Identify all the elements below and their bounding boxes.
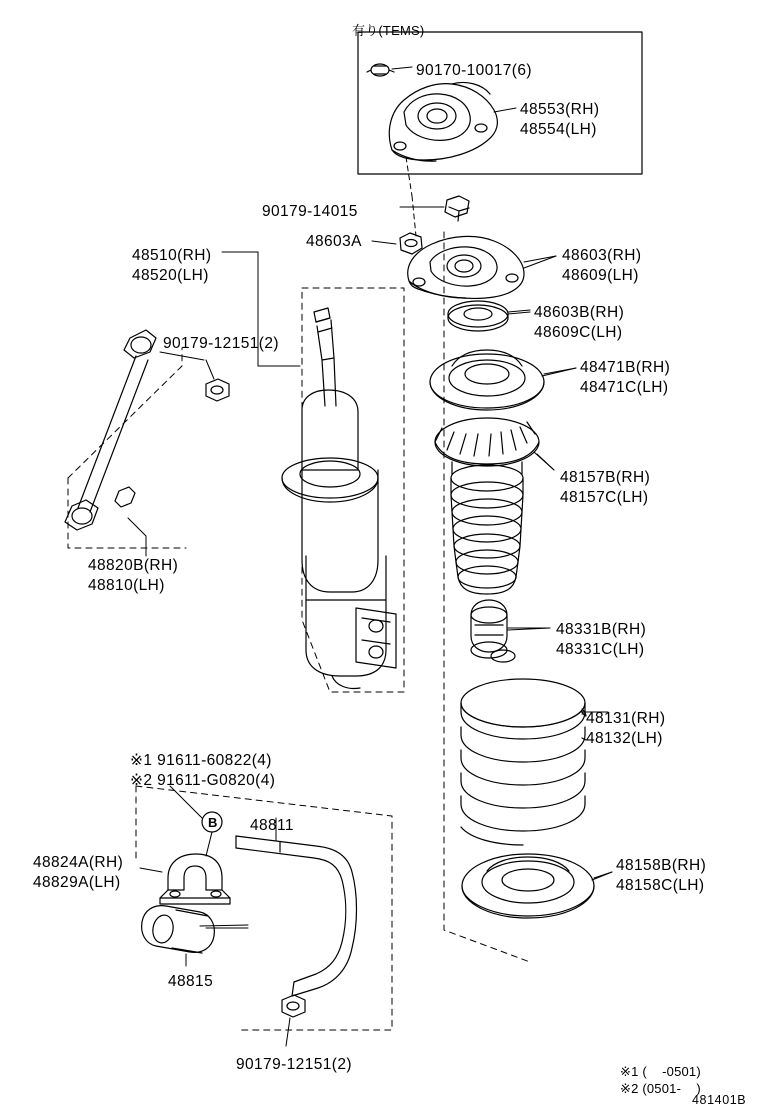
part-label-48157c-lh: 48157C(LH) — [560, 489, 649, 506]
part-label-48471c-lh: 48471C(LH) — [580, 379, 669, 396]
part-label-48815: 48815 — [168, 973, 214, 990]
stabilizer-link-48820b-48810 — [65, 330, 229, 556]
dust-boot-48157 — [435, 418, 554, 594]
part-label-48603-rh: 48603(RH) — [562, 247, 642, 264]
part-label-48554-lh: 48554(LH) — [520, 121, 597, 138]
part-label-48609-lh: 48609(LH) — [562, 267, 639, 284]
coil-spring-48131-48132 — [461, 679, 608, 845]
part-label-48331c-lh: 48331C(LH) — [556, 641, 645, 658]
tems-box-title: 有り(TEMS) — [352, 23, 425, 38]
bearing-48603b-48609c — [448, 301, 530, 331]
part-label-48553-rh: 48553(RH) — [520, 101, 600, 118]
spring-seat-48471 — [430, 350, 576, 410]
part-label-48157b-rh: 48157B(RH) — [560, 469, 651, 486]
footnote-1: ※1 ( -0501) — [620, 1064, 701, 1079]
part-label-48820b-rh: 48820B(RH) — [88, 557, 179, 574]
footnote-2: ※2 (0501- ) — [620, 1081, 701, 1096]
part-label-48810-lh: 48810(LH) — [88, 577, 165, 594]
tems-leader — [412, 196, 416, 236]
part-label-91611-g0820: ※2 91611-G0820(4) — [130, 772, 276, 789]
part-label-91611-60822: ※1 91611-60822(4) — [130, 752, 272, 769]
nut-48603a — [372, 233, 422, 254]
part-label-48829a-lh: 48829A(LH) — [33, 874, 121, 891]
part-label-48824a-rh: 48824A(RH) — [33, 854, 124, 871]
part-label-48510-rh: 48510(RH) — [132, 247, 212, 264]
stabilizer-bracket-48824a-48829a — [140, 786, 230, 904]
spring-seat-48158 — [462, 854, 612, 918]
callout-b-label: B — [208, 815, 218, 830]
part-label-48158c-lh: 48158C(LH) — [616, 877, 705, 894]
nut-90179-14015 — [400, 196, 469, 221]
part-label-48603b-rh: 48603B(RH) — [534, 304, 625, 321]
part-label-90179-12151-upper: 90179-12151(2) — [163, 335, 279, 352]
part-label-90170-10017: 90170-10017(6) — [416, 62, 532, 79]
stabilizer-bushing-48815 — [142, 906, 248, 966]
label-leaders — [508, 256, 612, 880]
diagram-code: 481401B — [692, 1093, 747, 1107]
nut-90179-12151-lower — [282, 995, 305, 1046]
part-label-48609c-lh: 48609C(LH) — [534, 324, 623, 341]
part-label-48811: 48811 — [250, 817, 294, 834]
part-label-48520-lh: 48520(LH) — [132, 267, 209, 284]
part-label-90179-12151-lower: 90179-12151(2) — [236, 1056, 352, 1073]
part-label-48158b-rh: 48158B(RH) — [616, 857, 707, 874]
part-label-48331b-rh: 48331B(RH) — [556, 621, 647, 638]
assembly-boundary-right — [444, 232, 530, 962]
strut-48510-48520 — [222, 252, 404, 692]
nut-90179-12151-upper — [160, 352, 229, 401]
part-label-48131-rh: 48131(RH) — [586, 710, 666, 727]
part-label-48132-lh: 48132(LH) — [586, 730, 663, 747]
part-label-48471b-rh: 48471B(RH) — [580, 359, 671, 376]
bump-stop-48331 — [471, 600, 550, 662]
support-48603-48609 — [408, 236, 556, 298]
part-label-48603a: 48603A — [306, 233, 362, 250]
part-label-90179-14015: 90179-14015 — [262, 203, 358, 220]
